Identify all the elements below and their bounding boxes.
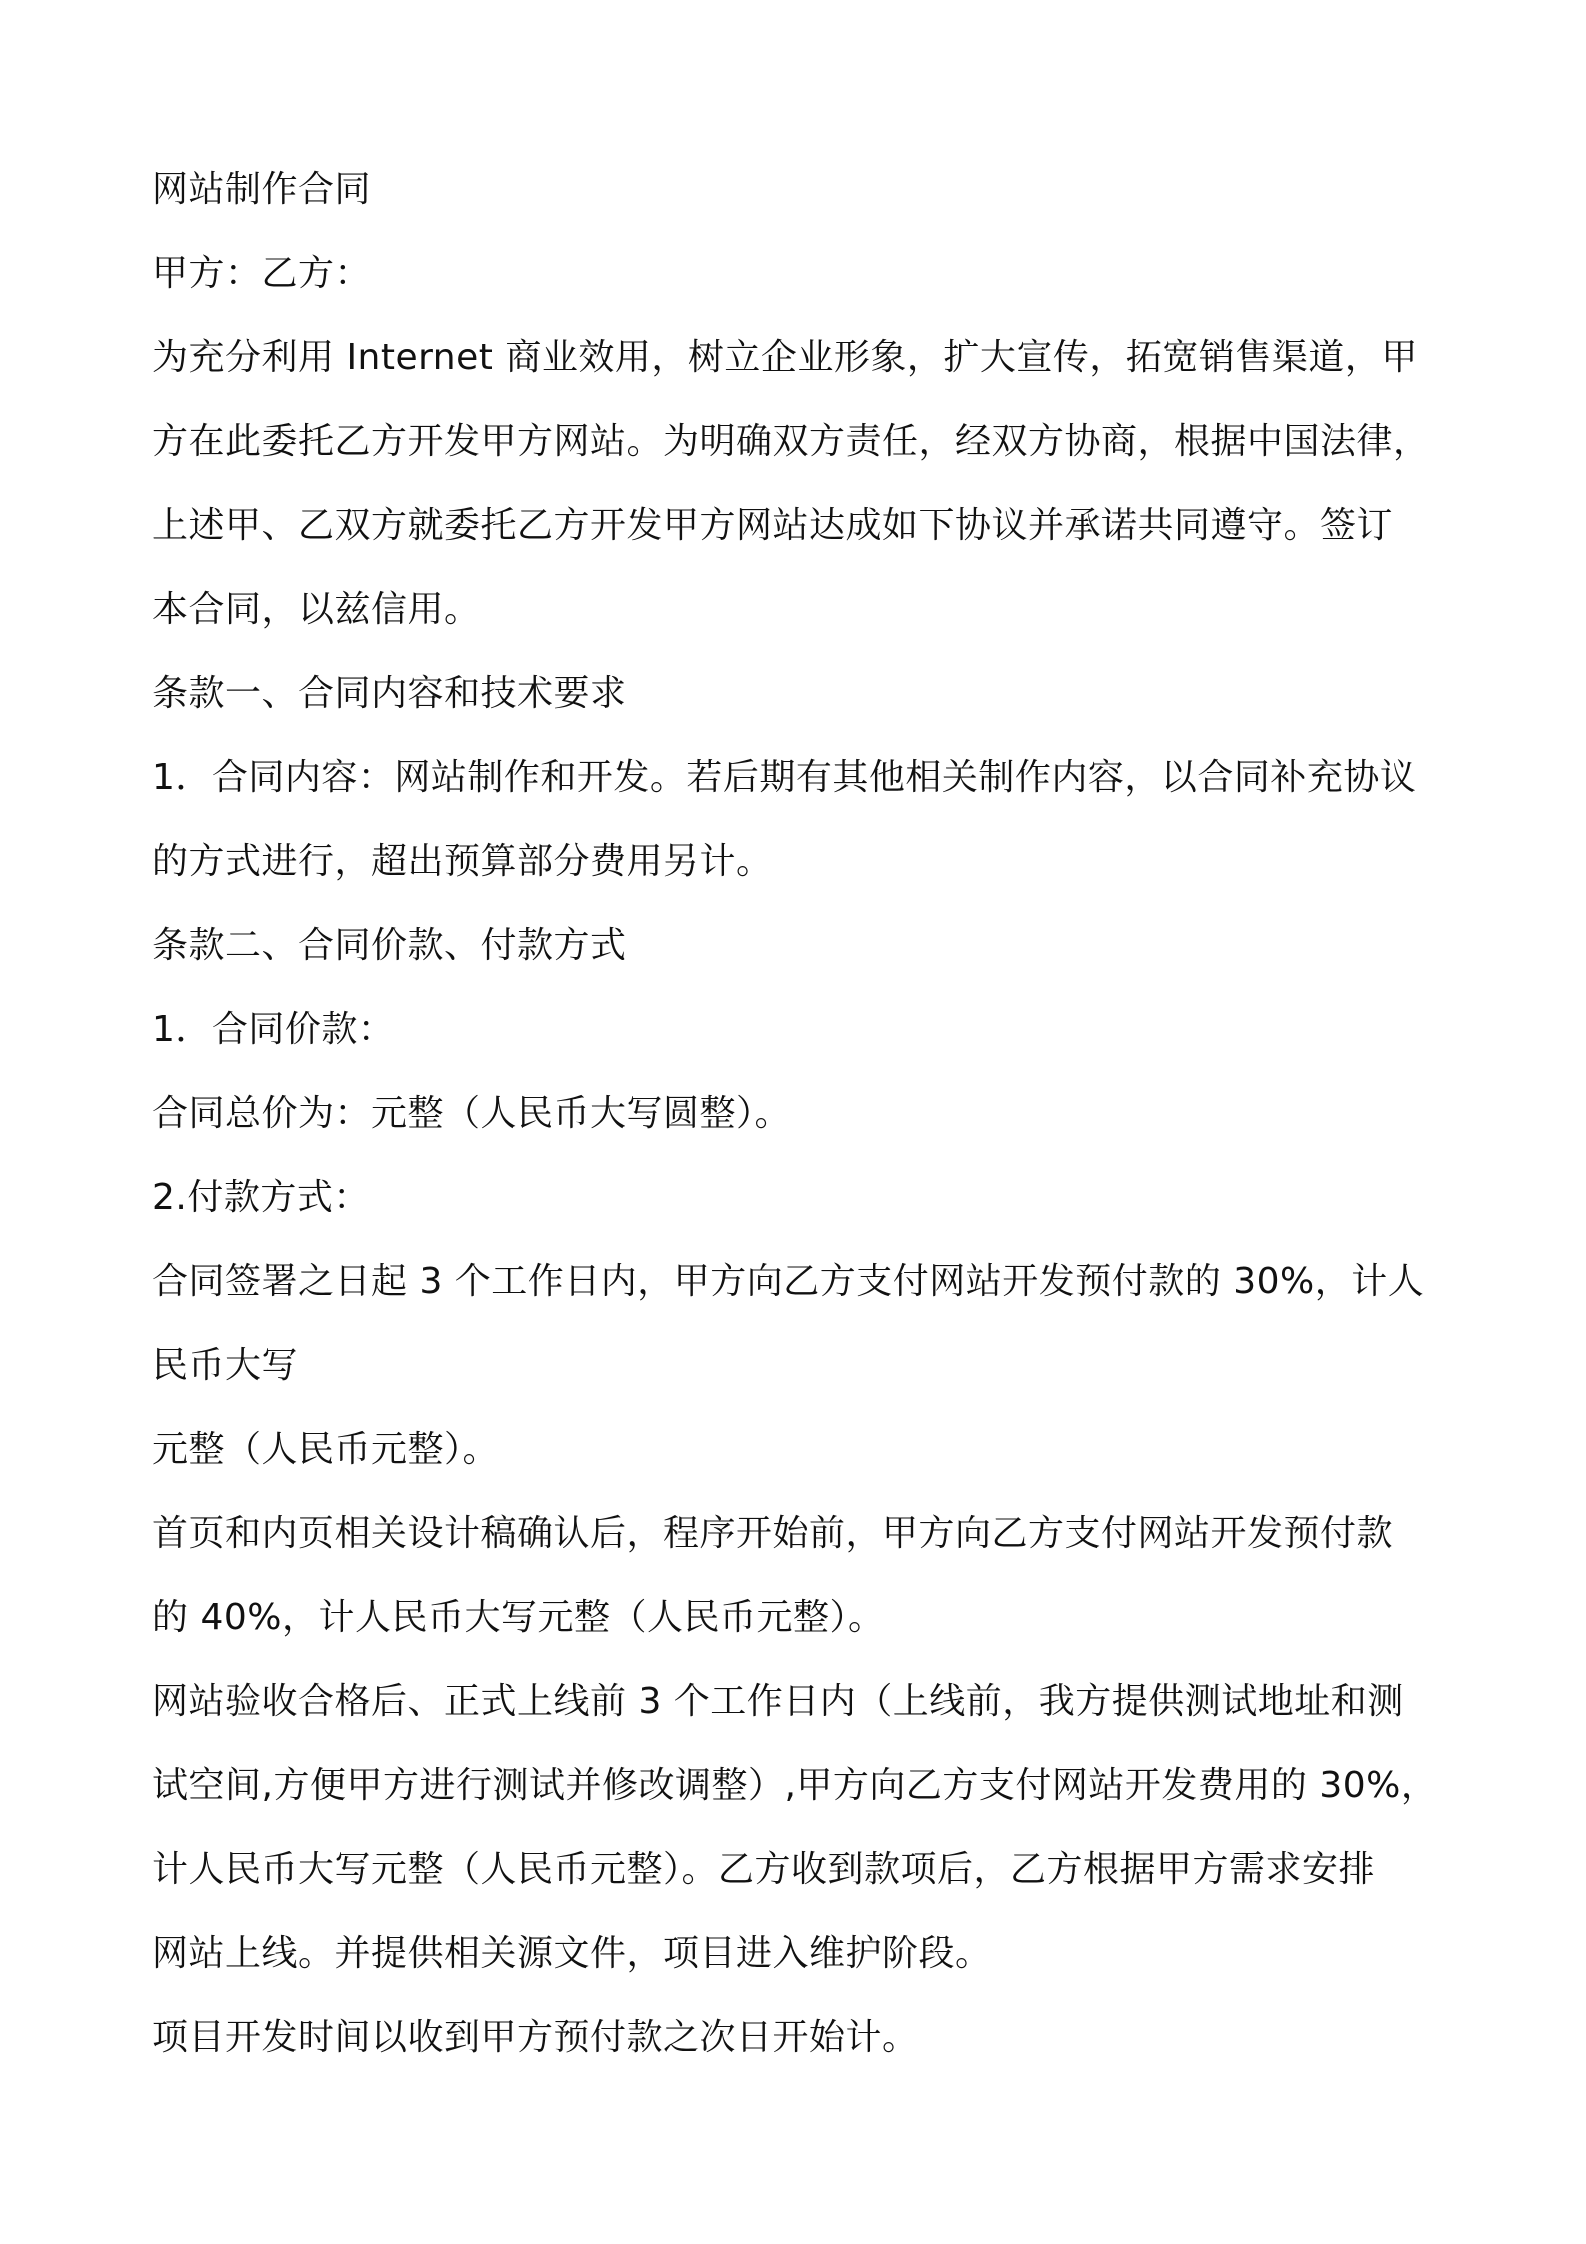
schedule-line: 项目开发时间以收到甲方预付款之次日开始计。 — [152, 2017, 919, 2058]
price-label: 1．合同价款： — [152, 1009, 395, 1050]
contract-body — [152, 148, 1442, 2080]
payment1-line: 元整（人民币元整）。 — [152, 1429, 500, 1470]
payment2-line: 首页和内页相关设计稿确认后，程序开始前，甲方向乙方支付网站开发预付款 — [152, 1513, 1394, 1554]
intro-line: 为充分利用 Internet 商业效用，树立企业形象，扩大宣传，拓宽销售渠道，甲 — [152, 337, 1418, 378]
clause2-heading: 条款二、合同价款、付款方式 — [152, 925, 627, 966]
payment1-paragraph — [152, 1240, 1442, 1492]
intro-paragraph — [152, 316, 1442, 652]
intro-line: 方在此委托乙方开发甲方网站。为明确双方责任，经双方协商，根据中国法律， — [152, 421, 1430, 462]
intro-line: 上述甲、乙双方就委托乙方开发甲方网站达成如下协议并承诺共同遵守。签订 — [152, 505, 1394, 546]
payment3-line: 网站上线。并提供相关源文件，项目进入维护阶段。 — [152, 1933, 992, 1974]
payment3-line: 试空间,方便甲方进行测试并修改调整）,甲方向乙方支付网站开发费用的 30%， — [152, 1765, 1438, 1806]
clause1-heading: 条款一、合同内容和技术要求 — [152, 673, 627, 714]
price-total: 合同总价为：元整（人民币大写圆整）。 — [152, 1093, 792, 1134]
payment1-line: 民币大写 — [152, 1345, 299, 1386]
payment2-paragraph — [152, 1492, 1442, 1660]
payment-label: 2.付款方式： — [152, 1177, 370, 1218]
clause1-item1-line: 1．合同内容：网站制作和开发。若后期有其他相关制作内容，以合同补充协议 — [152, 757, 1417, 798]
payment1-line: 合同签署之日起 3 个工作日内，甲方向乙方支付网站开发预付款的 30%，计人 — [152, 1261, 1425, 1302]
parties-line: 甲方：乙方： — [152, 253, 372, 294]
document-title: 网站制作合同 — [152, 169, 372, 210]
clause1-item1-line: 的方式进行，超出预算部分费用另计。 — [152, 841, 773, 882]
intro-line: 本合同，以兹信用。 — [152, 589, 481, 630]
clause1-item1 — [152, 736, 1442, 904]
payment3-line: 网站验收合格后、正式上线前 3 个工作日内（上线前，我方提供测试地址和测 — [152, 1681, 1404, 1722]
payment2-line: 的 40%，计人民币大写元整（人民币元整）。 — [152, 1597, 885, 1638]
payment3-paragraph — [152, 1660, 1442, 1996]
payment3-line: 计人民币大写元整（人民币元整）。乙方收到款项后，乙方根据甲方需求安排 — [152, 1849, 1376, 1890]
